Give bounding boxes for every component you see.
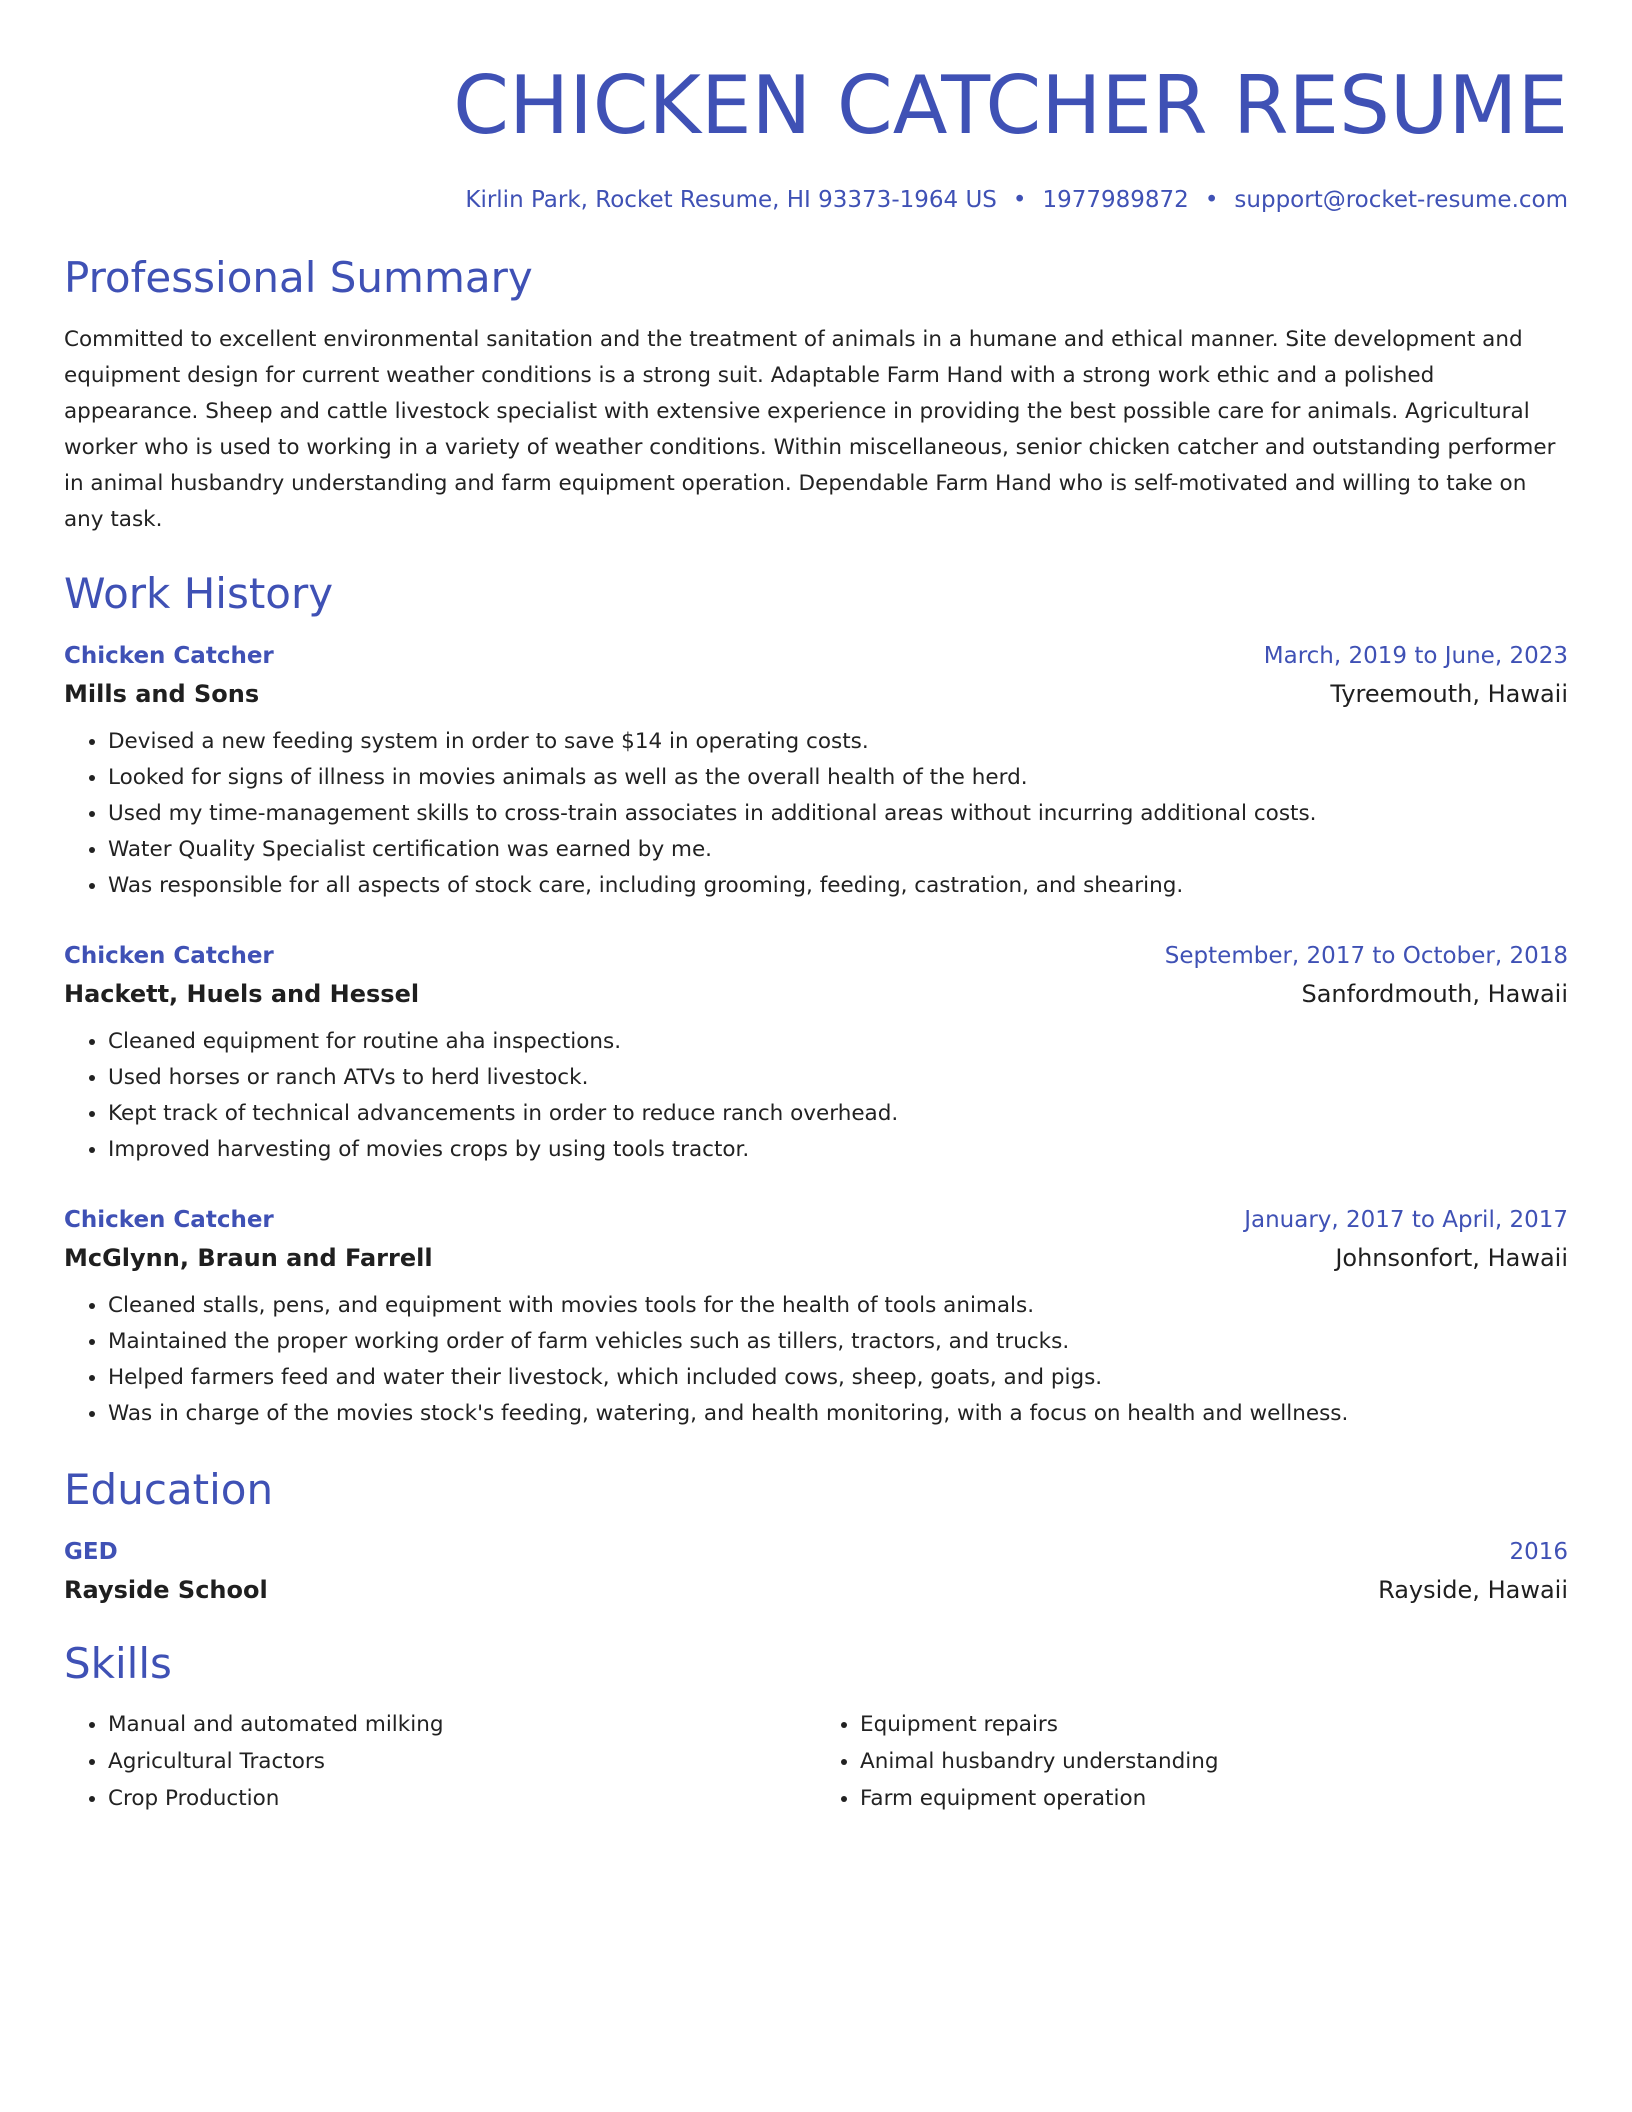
duty-item: • Was responsible for all aspects of stock care, including grooming, feeding, castration, and shearing. [108,868,1568,904]
contact-address: Kirlin Park, Rocket Resume, HI 93373-1964 US [465,187,997,213]
job-company: Hackett, Huels and Hessel [64,980,420,1008]
skills-column-left [64,1706,816,1817]
duty-item: • Maintained the proper working order of farm vehicles such as tillers, tractors, and trucks. [108,1324,1568,1360]
education-year: 2016 [1509,1539,1568,1565]
job-company: McGlynn, Braun and Farrell [64,1244,433,1272]
duty-item: • Was in charge of the movies stock's feeding, watering, and health monitoring, with a focus on health and wellness. [108,1396,1568,1432]
skill-item: • Farm equipment operation [860,1780,1568,1817]
skill-item: • Agricultural Tractors [108,1743,816,1780]
skills-list [64,1706,1568,1817]
skill-item: • Animal husbandry understanding [860,1743,1568,1780]
summary-text: Committed to excellent environmental sanitation and the treatment of animals in a humane and ethical manner. Site development and equipment design for current weather conditions is a strong suit. Adaptable Farm Hand with a strong work ethic and a polished appearance. Sheep and cattle livestock specialist with extensive experience in providing the best possible care for animals. Agricultural worker who is used to working in a variety of weather conditions. Within miscellaneous, senior chicken catcher and outstanding performer in animal husbandry understanding and farm equipment operation. Dependable Farm Hand who is self-motivated and willing to take on any task. [64,327,1556,532]
contact-separator: • [1204,187,1219,213]
contact-phone: 1977989872 [1042,187,1189,213]
skill-item: • Crop Production [108,1780,816,1817]
duty-item: • Looked for signs of illness in movies animals as well as the overall health of the herd. [108,760,1568,796]
job-dates: March, 2019 to June, 2023 [1263,643,1568,669]
job-dates: January, 2017 to April, 2017 [1244,1207,1568,1233]
job-entry [64,938,1568,1168]
resume-name: CHICKEN CATCHER RESUME [453,59,1568,152]
education-school: Rayside School [64,1576,268,1604]
contact-line [64,184,1568,216]
skill-item: • Equipment repairs [860,1706,1568,1743]
education-heading: Education [64,1465,274,1514]
skills-column-right [816,1706,1568,1817]
job-entry [64,1202,1568,1432]
duty-item: • Used my time-management skills to cross-train associates in additional areas without incurring additional costs. [108,796,1568,832]
contact-email: support@rocket-resume.com [1234,187,1568,213]
duty-item: • Cleaned equipment for routine aha inspections. [108,1024,1568,1060]
duty-item: • Kept track of technical advancements in order to reduce ranch overhead. [108,1096,1568,1132]
job-role: Chicken Catcher [64,943,274,969]
skill-item: • Manual and automated milking [108,1706,816,1743]
job-role: Chicken Catcher [64,643,274,669]
duty-item: • Used horses or ranch ATVs to herd livestock. [108,1060,1568,1096]
summary-heading: Professional Summary [64,253,533,302]
duty-item: • Improved harvesting of movies crops by using tools tractor. [108,1132,1568,1168]
duty-item: • Water Quality Specialist certification was earned by me. [108,832,1568,868]
education-location: Rayside, Hawaii [1378,1576,1568,1604]
job-dates: September, 2017 to October, 2018 [1164,943,1568,969]
job-role: Chicken Catcher [64,1207,274,1233]
education-degree: GED [64,1539,118,1565]
job-duties [64,1024,1568,1168]
contact-separator: • [1012,187,1027,213]
duty-item: • Helped farmers feed and water their livestock, which included cows, sheep, goats, and pigs. [108,1360,1568,1396]
duty-item: • Devised a new feeding system in order to save $14 in operating costs. [108,724,1568,760]
job-company: Mills and Sons [64,680,260,708]
job-duties [64,1288,1568,1432]
job-location: Sanfordmouth, Hawaii [1301,980,1568,1008]
education-entry [64,1534,1568,1610]
job-duties [64,724,1568,904]
job-location: Tyreemouth, Hawaii [1330,680,1568,708]
skills-heading: Skills [64,1639,172,1688]
job-entry [64,638,1568,904]
duty-item: • Cleaned stalls, pens, and equipment with movies tools for the health of tools animals. [108,1288,1568,1324]
job-location: Johnsonfort, Hawaii [1335,1244,1568,1272]
work-history-heading: Work History [64,569,334,618]
